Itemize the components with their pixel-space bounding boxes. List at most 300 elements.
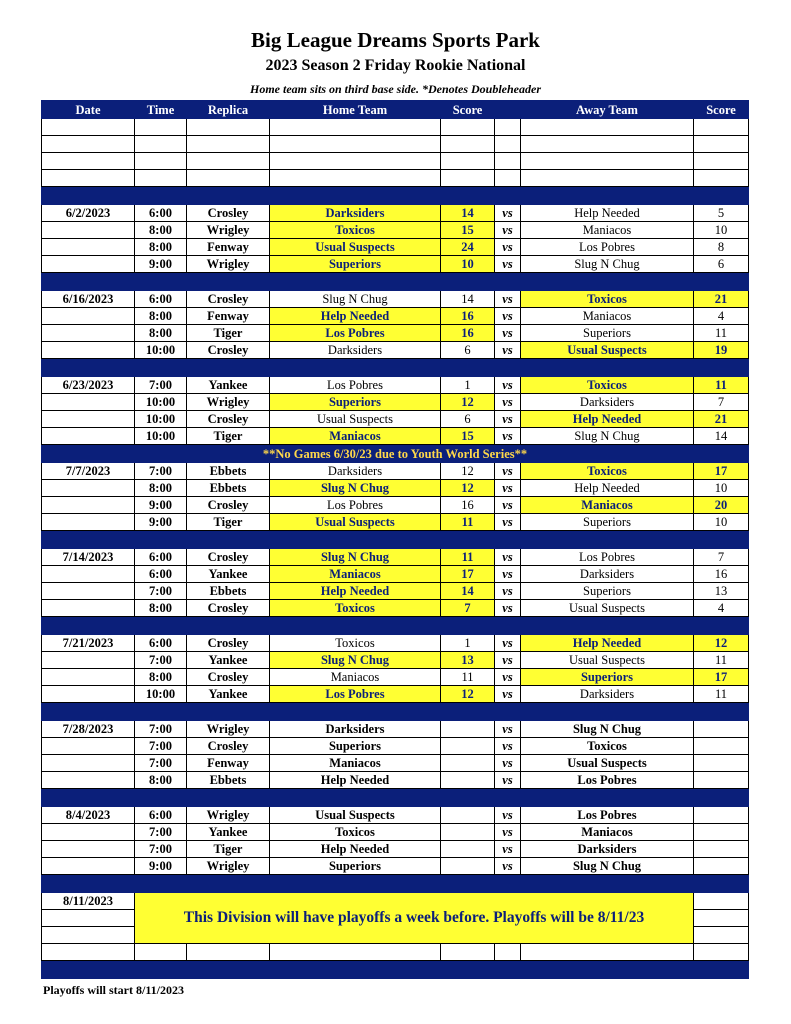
- away-team: Help Needed: [521, 411, 694, 428]
- vs-label: vs: [495, 411, 521, 428]
- game-date: 6/2/2023: [42, 205, 135, 222]
- game-time: 6:00: [135, 635, 187, 652]
- empty-cell: [495, 136, 521, 153]
- game-time: 10:00: [135, 686, 187, 703]
- game-row: [42, 635, 749, 652]
- away-team: Usual Suspects: [521, 342, 694, 359]
- game-time: 7:00: [135, 721, 187, 738]
- game-date: [42, 841, 135, 858]
- game-row: [42, 377, 749, 394]
- away-team: Slug N Chug: [521, 721, 694, 738]
- away-score: [694, 824, 749, 841]
- game-row: [42, 686, 749, 703]
- game-date: [42, 686, 135, 703]
- away-team: Los Pobres: [521, 239, 694, 256]
- game-replica: Tiger: [187, 514, 270, 531]
- game-time: 9:00: [135, 514, 187, 531]
- empty-cell: [270, 136, 441, 153]
- empty-cell: [42, 927, 135, 944]
- vs-label: vs: [495, 480, 521, 497]
- vs-label: vs: [495, 824, 521, 841]
- vs-label: vs: [495, 721, 521, 738]
- away-score: [694, 841, 749, 858]
- empty-cell: [270, 944, 441, 961]
- away-score: 7: [694, 394, 749, 411]
- empty-cell: [694, 136, 749, 153]
- away-team: Toxicos: [521, 738, 694, 755]
- empty-cell: [270, 170, 441, 187]
- vs-label: vs: [495, 205, 521, 222]
- away-team: Darksiders: [521, 686, 694, 703]
- away-score: [694, 772, 749, 789]
- away-team: Toxicos: [521, 377, 694, 394]
- home-team: Help Needed: [270, 583, 441, 600]
- away-team: Maniacos: [521, 308, 694, 325]
- game-replica: Tiger: [187, 841, 270, 858]
- home-team: Los Pobres: [270, 686, 441, 703]
- vs-label: vs: [495, 755, 521, 772]
- separator-cell: [42, 531, 749, 549]
- game-replica: Fenway: [187, 308, 270, 325]
- game-date: [42, 755, 135, 772]
- game-replica: Fenway: [187, 755, 270, 772]
- away-team: Superiors: [521, 583, 694, 600]
- away-team: Darksiders: [521, 566, 694, 583]
- away-team: Slug N Chug: [521, 256, 694, 273]
- away-team: Usual Suspects: [521, 755, 694, 772]
- empty-cell: [42, 170, 135, 187]
- away-team: Superiors: [521, 325, 694, 342]
- away-team: Los Pobres: [521, 807, 694, 824]
- game-replica: Wrigley: [187, 256, 270, 273]
- home-team: Maniacos: [270, 669, 441, 686]
- game-date: [42, 497, 135, 514]
- home-score: 6: [441, 411, 495, 428]
- away-team: Superiors: [521, 669, 694, 686]
- week-separator: [42, 961, 749, 979]
- home-score: 11: [441, 514, 495, 531]
- empty-cell: [521, 944, 694, 961]
- away-team: Darksiders: [521, 841, 694, 858]
- away-score: 8: [694, 239, 749, 256]
- game-date: [42, 738, 135, 755]
- game-replica: Crosley: [187, 738, 270, 755]
- empty-cell: [521, 119, 694, 136]
- empty-cell: [495, 944, 521, 961]
- empty-row: [42, 136, 749, 153]
- game-time: 8:00: [135, 480, 187, 497]
- game-replica: Yankee: [187, 824, 270, 841]
- game-time: 10:00: [135, 394, 187, 411]
- game-replica: Crosley: [187, 497, 270, 514]
- game-replica: Wrigley: [187, 394, 270, 411]
- game-row: [42, 222, 749, 239]
- game-date: [42, 566, 135, 583]
- empty-row: [42, 170, 749, 187]
- game-time: 10:00: [135, 411, 187, 428]
- game-row: [42, 669, 749, 686]
- game-replica: Yankee: [187, 377, 270, 394]
- game-time: 10:00: [135, 428, 187, 445]
- game-date: [42, 308, 135, 325]
- game-date: [42, 256, 135, 273]
- game-replica: Crosley: [187, 342, 270, 359]
- game-date: [42, 583, 135, 600]
- col-home-score: Score: [441, 101, 495, 119]
- away-score: 10: [694, 514, 749, 531]
- home-team: Superiors: [270, 256, 441, 273]
- game-row: [42, 428, 749, 445]
- game-date: 7/14/2023: [42, 549, 135, 566]
- home-team: Darksiders: [270, 342, 441, 359]
- game-date: 7/28/2023: [42, 721, 135, 738]
- empty-cell: [187, 153, 270, 170]
- away-score: 11: [694, 325, 749, 342]
- game-date: [42, 428, 135, 445]
- game-row: [42, 652, 749, 669]
- home-team: Usual Suspects: [270, 514, 441, 531]
- game-replica: Crosley: [187, 669, 270, 686]
- separator-cell: [42, 359, 749, 377]
- home-score: 10: [441, 256, 495, 273]
- home-score: [441, 824, 495, 841]
- game-date: [42, 222, 135, 239]
- away-team: Slug N Chug: [521, 858, 694, 875]
- home-team: Toxicos: [270, 600, 441, 617]
- home-score: [441, 721, 495, 738]
- away-team: Toxicos: [521, 291, 694, 308]
- col-away-score: Score: [694, 101, 749, 119]
- vs-label: vs: [495, 394, 521, 411]
- game-replica: Tiger: [187, 325, 270, 342]
- week-separator: [42, 789, 749, 807]
- vs-label: vs: [495, 514, 521, 531]
- away-team: Help Needed: [521, 480, 694, 497]
- vs-label: vs: [495, 841, 521, 858]
- game-replica: Yankee: [187, 566, 270, 583]
- game-time: 6:00: [135, 566, 187, 583]
- home-score: 16: [441, 308, 495, 325]
- home-team: Los Pobres: [270, 497, 441, 514]
- empty-cell: [270, 153, 441, 170]
- away-score: 11: [694, 377, 749, 394]
- game-time: 8:00: [135, 222, 187, 239]
- home-team: Usual Suspects: [270, 239, 441, 256]
- home-team: Slug N Chug: [270, 652, 441, 669]
- game-row: [42, 308, 749, 325]
- empty-cell: [270, 119, 441, 136]
- home-team: Toxicos: [270, 824, 441, 841]
- vs-label: vs: [495, 772, 521, 789]
- game-replica: Yankee: [187, 686, 270, 703]
- away-score: 10: [694, 480, 749, 497]
- away-team: Maniacos: [521, 824, 694, 841]
- game-date: [42, 342, 135, 359]
- away-team: Toxicos: [521, 463, 694, 480]
- empty-cell: [187, 944, 270, 961]
- home-team: Maniacos: [270, 755, 441, 772]
- home-score: 7: [441, 600, 495, 617]
- playoff-banner: This Division will have playoffs a week before. Playoffs will be 8/11/23: [135, 893, 694, 944]
- game-row: [42, 394, 749, 411]
- vs-label: vs: [495, 635, 521, 652]
- schedule-table: [41, 100, 749, 979]
- away-score: 12: [694, 635, 749, 652]
- empty-cell: [495, 170, 521, 187]
- game-time: 6:00: [135, 205, 187, 222]
- home-score: 11: [441, 669, 495, 686]
- page-subtitle: 2023 Season 2 Friday Rookie National: [265, 57, 526, 74]
- vs-label: vs: [495, 325, 521, 342]
- game-time: 7:00: [135, 738, 187, 755]
- empty-cell: [135, 944, 187, 961]
- home-team: Darksiders: [270, 463, 441, 480]
- away-score: 20: [694, 497, 749, 514]
- game-time: 8:00: [135, 669, 187, 686]
- separator-cell: [42, 187, 749, 205]
- col-date: Date: [42, 101, 135, 119]
- vs-label: vs: [495, 256, 521, 273]
- game-time: 8:00: [135, 239, 187, 256]
- game-date: [42, 858, 135, 875]
- game-row: [42, 721, 749, 738]
- home-score: 17: [441, 566, 495, 583]
- home-score: 14: [441, 291, 495, 308]
- away-team: Superiors: [521, 514, 694, 531]
- game-replica: Yankee: [187, 652, 270, 669]
- empty-cell: [42, 119, 135, 136]
- home-score: 16: [441, 325, 495, 342]
- home-team: Los Pobres: [270, 325, 441, 342]
- vs-label: vs: [495, 807, 521, 824]
- schedule-body: [42, 119, 749, 979]
- away-score: 11: [694, 686, 749, 703]
- home-score: 12: [441, 686, 495, 703]
- away-team: Darksiders: [521, 394, 694, 411]
- away-team: Los Pobres: [521, 549, 694, 566]
- game-time: 8:00: [135, 325, 187, 342]
- game-row: [42, 583, 749, 600]
- game-time: 7:00: [135, 824, 187, 841]
- game-row: [42, 463, 749, 480]
- vs-label: vs: [495, 308, 521, 325]
- game-time: 9:00: [135, 858, 187, 875]
- empty-cell: [441, 170, 495, 187]
- home-team: Help Needed: [270, 841, 441, 858]
- game-row: [42, 549, 749, 566]
- home-score: 15: [441, 222, 495, 239]
- game-replica: Crosley: [187, 549, 270, 566]
- home-score: [441, 755, 495, 772]
- home-score: [441, 772, 495, 789]
- game-time: 7:00: [135, 583, 187, 600]
- col-away-team: Away Team: [521, 101, 694, 119]
- empty-row: [42, 153, 749, 170]
- away-team: Maniacos: [521, 497, 694, 514]
- game-date: [42, 772, 135, 789]
- vs-label: vs: [495, 463, 521, 480]
- game-time: 8:00: [135, 772, 187, 789]
- empty-cell: [135, 119, 187, 136]
- empty-cell: [694, 910, 749, 927]
- away-score: [694, 721, 749, 738]
- col-replica: Replica: [187, 101, 270, 119]
- game-row: [42, 514, 749, 531]
- game-time: 9:00: [135, 256, 187, 273]
- home-team: Darksiders: [270, 721, 441, 738]
- game-row: [42, 841, 749, 858]
- home-score: 12: [441, 480, 495, 497]
- game-time: 8:00: [135, 600, 187, 617]
- away-score: [694, 858, 749, 875]
- game-row: [42, 239, 749, 256]
- game-date: 6/16/2023: [42, 291, 135, 308]
- vs-label: vs: [495, 497, 521, 514]
- away-score: 17: [694, 669, 749, 686]
- home-team: Help Needed: [270, 772, 441, 789]
- home-score: 14: [441, 583, 495, 600]
- week-separator: [42, 703, 749, 721]
- game-replica: Crosley: [187, 635, 270, 652]
- game-row: [42, 480, 749, 497]
- game-time: 6:00: [135, 549, 187, 566]
- empty-cell: [42, 136, 135, 153]
- vs-label: vs: [495, 291, 521, 308]
- home-team: Toxicos: [270, 222, 441, 239]
- game-replica: Fenway: [187, 239, 270, 256]
- schedule-note: Home team sits on third base side. *Denotes Doubleheader: [250, 82, 541, 96]
- home-team: Toxicos: [270, 635, 441, 652]
- header-row: [42, 101, 749, 119]
- away-score: 11: [694, 652, 749, 669]
- game-time: 9:00: [135, 497, 187, 514]
- home-team: Usual Suspects: [270, 411, 441, 428]
- empty-cell: [42, 944, 135, 961]
- home-team: Darksiders: [270, 205, 441, 222]
- away-score: 19: [694, 342, 749, 359]
- home-score: 12: [441, 394, 495, 411]
- empty-cell: [521, 153, 694, 170]
- game-row: [42, 342, 749, 359]
- empty-cell: [694, 927, 749, 944]
- game-date: [42, 480, 135, 497]
- empty-cell: [694, 170, 749, 187]
- page-title: Big League Dreams Sports Park: [251, 28, 540, 52]
- game-replica: Wrigley: [187, 807, 270, 824]
- home-team: Maniacos: [270, 428, 441, 445]
- home-team: Maniacos: [270, 566, 441, 583]
- empty-cell: [187, 136, 270, 153]
- game-date: 6/23/2023: [42, 377, 135, 394]
- home-team: Slug N Chug: [270, 480, 441, 497]
- game-row: [42, 205, 749, 222]
- home-score: 1: [441, 635, 495, 652]
- game-date: 8/4/2023: [42, 807, 135, 824]
- home-score: 6: [441, 342, 495, 359]
- col-time: Time: [135, 101, 187, 119]
- away-team: Usual Suspects: [521, 600, 694, 617]
- game-date: 7/21/2023: [42, 635, 135, 652]
- away-score: 6: [694, 256, 749, 273]
- game-row: [42, 325, 749, 342]
- game-row: [42, 411, 749, 428]
- playoff-row: [42, 893, 749, 910]
- away-score: 13: [694, 583, 749, 600]
- vs-label: vs: [495, 566, 521, 583]
- away-score: 21: [694, 291, 749, 308]
- game-date: [42, 394, 135, 411]
- game-replica: Crosley: [187, 205, 270, 222]
- game-row: [42, 772, 749, 789]
- away-score: 21: [694, 411, 749, 428]
- empty-cell: [495, 119, 521, 136]
- game-row: [42, 824, 749, 841]
- away-score: [694, 807, 749, 824]
- empty-cell: [521, 170, 694, 187]
- away-score: [694, 738, 749, 755]
- away-score: 7: [694, 549, 749, 566]
- away-score: 5: [694, 205, 749, 222]
- game-row: [42, 738, 749, 755]
- away-team: Maniacos: [521, 222, 694, 239]
- game-replica: Tiger: [187, 428, 270, 445]
- away-team: Slug N Chug: [521, 428, 694, 445]
- footer-note: Playoffs will start 8/11/2023: [43, 983, 184, 997]
- home-team: Superiors: [270, 738, 441, 755]
- away-score: 10: [694, 222, 749, 239]
- home-score: [441, 858, 495, 875]
- separator-cell: [42, 703, 749, 721]
- game-replica: Ebbets: [187, 583, 270, 600]
- away-score: 17: [694, 463, 749, 480]
- empty-cell: [694, 119, 749, 136]
- game-row: [42, 497, 749, 514]
- empty-cell: [42, 910, 135, 927]
- home-team: Los Pobres: [270, 377, 441, 394]
- game-date: 7/7/2023: [42, 463, 135, 480]
- game-time: 6:00: [135, 291, 187, 308]
- game-date: [42, 514, 135, 531]
- vs-label: vs: [495, 583, 521, 600]
- vs-label: vs: [495, 222, 521, 239]
- empty-cell: [135, 136, 187, 153]
- week-separator: [42, 875, 749, 893]
- home-team: Slug N Chug: [270, 549, 441, 566]
- home-score: 13: [441, 652, 495, 669]
- week-separator: [42, 617, 749, 635]
- away-score: 16: [694, 566, 749, 583]
- col-vs: [495, 101, 521, 119]
- vs-label: vs: [495, 858, 521, 875]
- empty-cell: [694, 893, 749, 910]
- away-score: [694, 755, 749, 772]
- schedule-message: **No Games 6/30/23 due to Youth World Series**: [42, 445, 749, 463]
- empty-cell: [441, 153, 495, 170]
- game-replica: Wrigley: [187, 721, 270, 738]
- empty-cell: [441, 944, 495, 961]
- away-team: Help Needed: [521, 205, 694, 222]
- empty-cell: [694, 153, 749, 170]
- away-score: 4: [694, 600, 749, 617]
- vs-label: vs: [495, 377, 521, 394]
- empty-cell: [694, 944, 749, 961]
- home-score: 14: [441, 205, 495, 222]
- vs-label: vs: [495, 342, 521, 359]
- game-replica: Wrigley: [187, 222, 270, 239]
- home-score: 24: [441, 239, 495, 256]
- separator-cell: [42, 789, 749, 807]
- game-time: 7:00: [135, 377, 187, 394]
